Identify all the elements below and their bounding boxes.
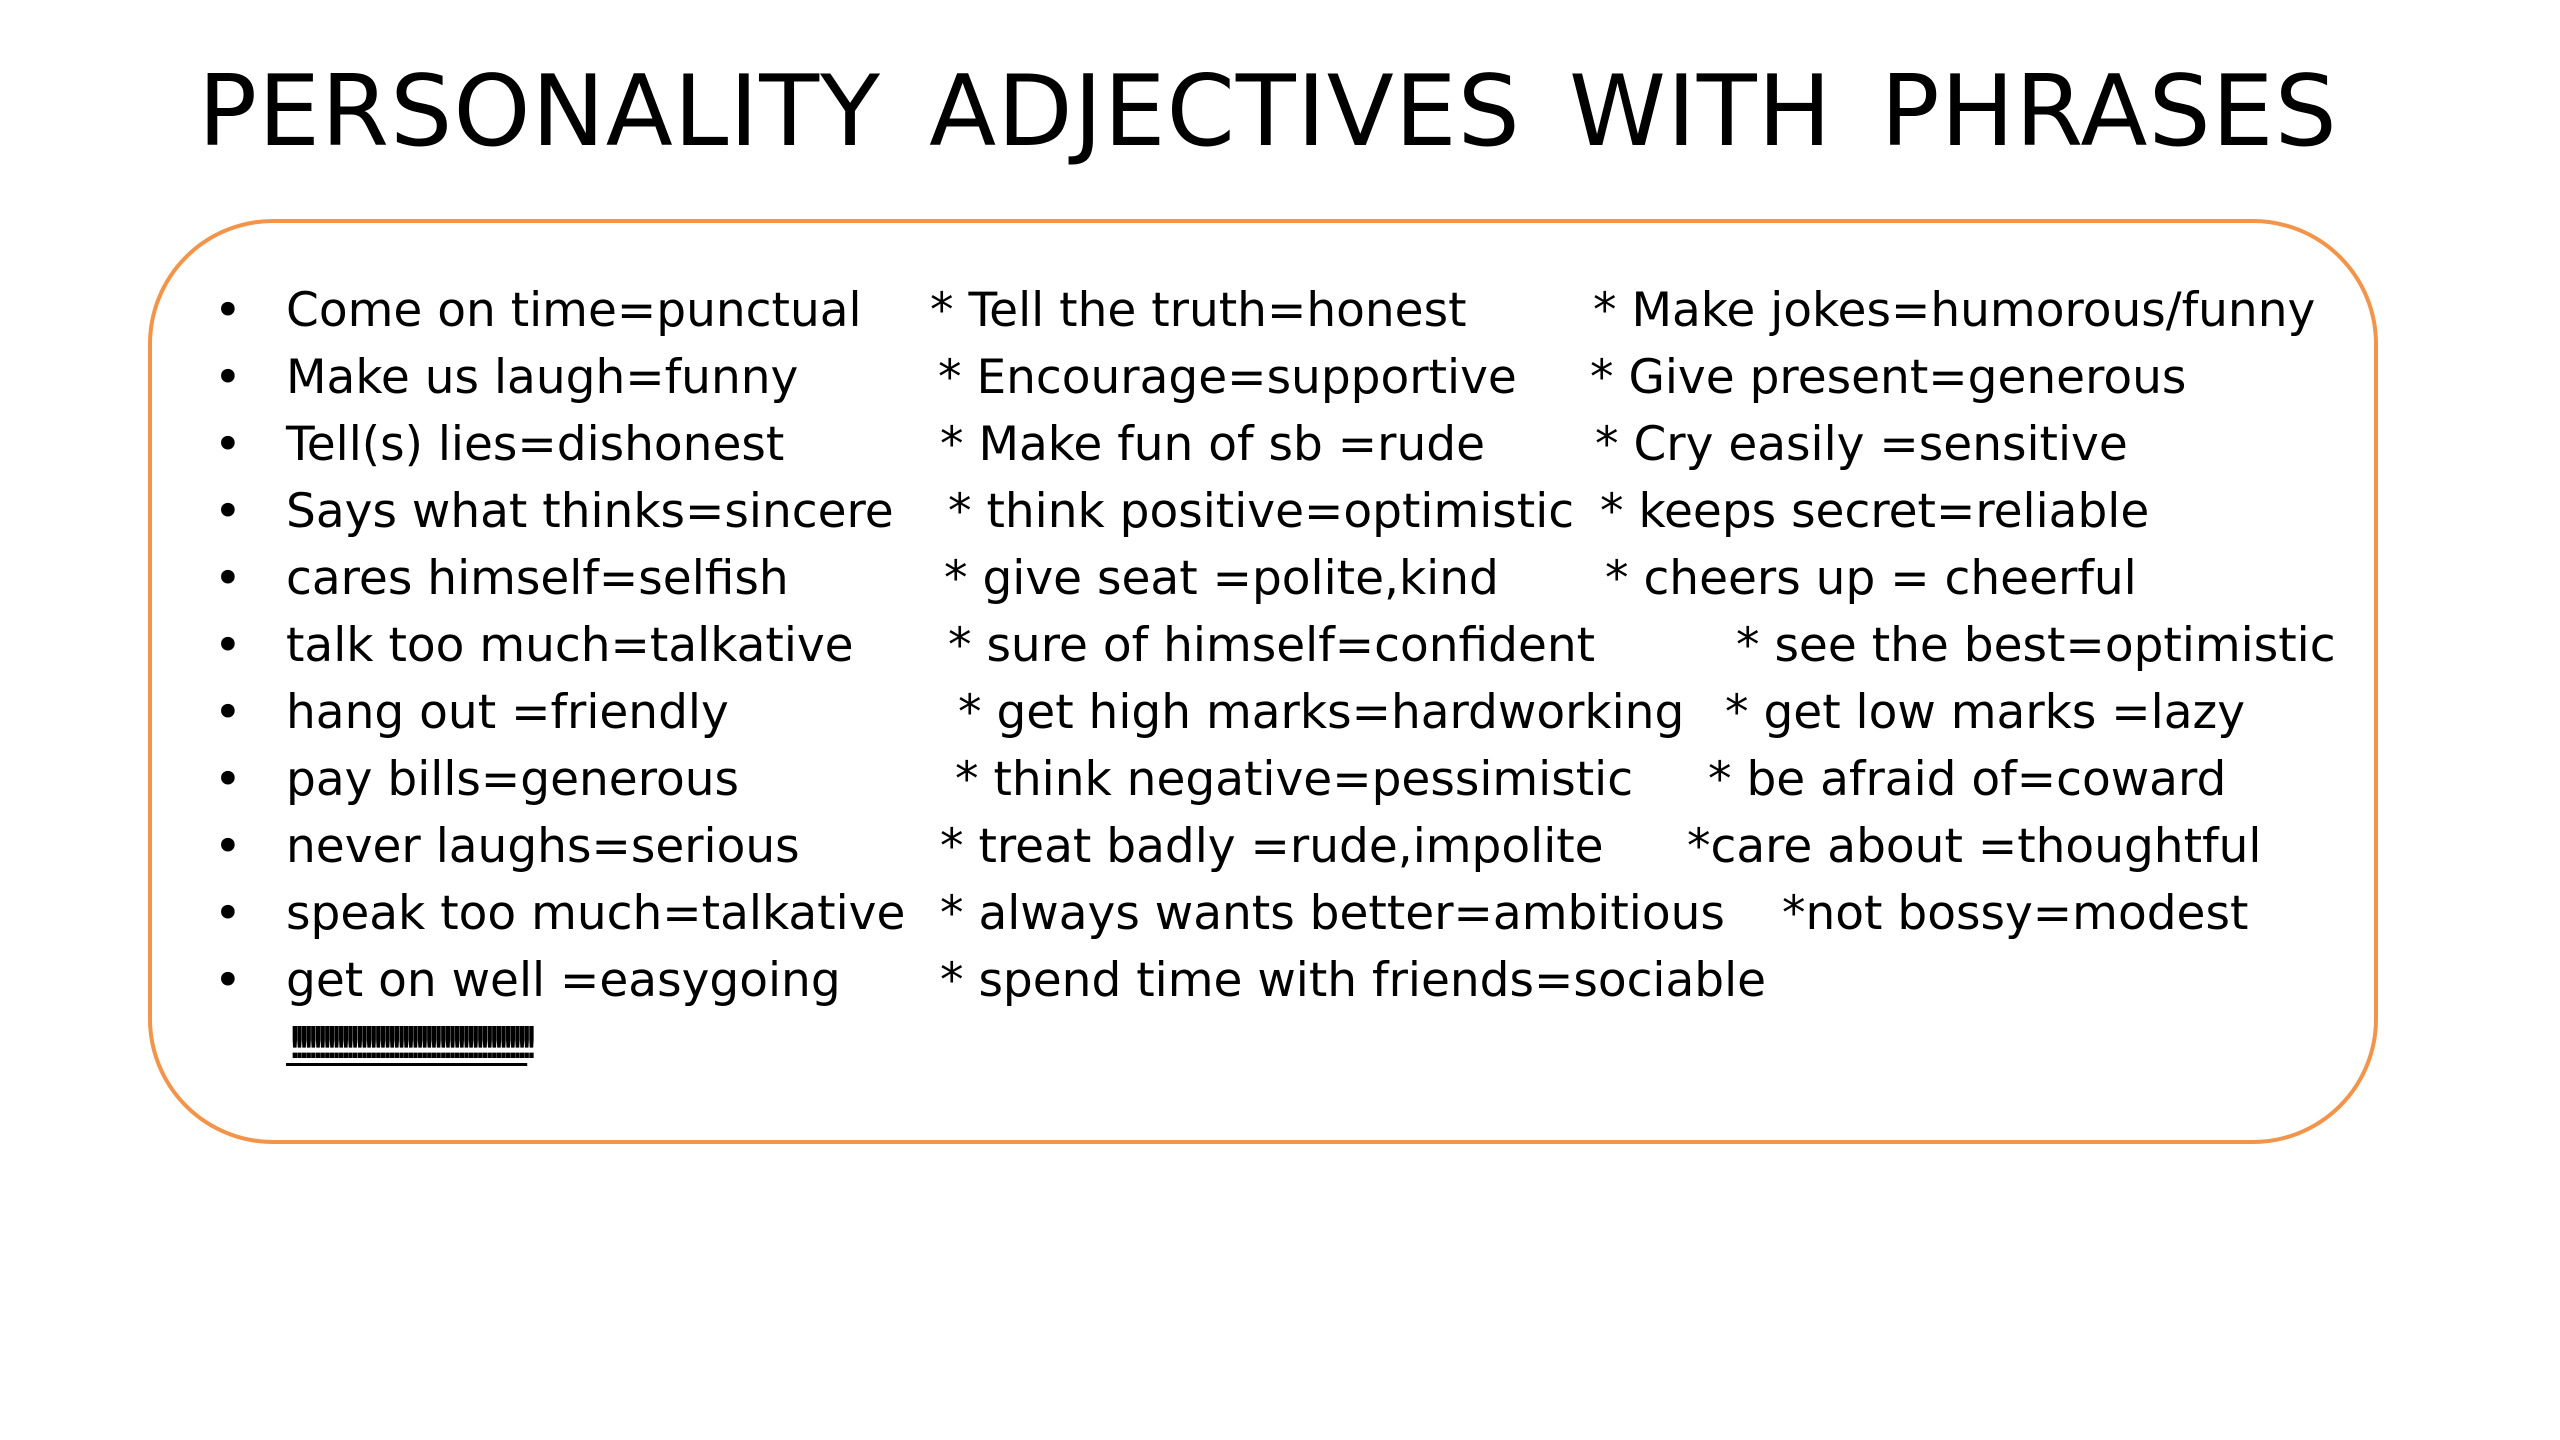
- list-item: [0, 278, 2560, 344]
- list-item: [0, 412, 2560, 478]
- phrase-col2: * Encourage=supportive: [938, 350, 1517, 405]
- bullet-icon: •: [214, 618, 242, 673]
- phrase-col2: * treat badly =rude,impolite: [940, 819, 1604, 874]
- phrase-col2: * spend time with friends=sociable: [940, 953, 1767, 1008]
- phrase-col1: pay bills=generous: [286, 752, 740, 807]
- bullet-icon: •: [214, 484, 242, 539]
- phrase-col2: * sure of himself=confident: [948, 618, 1596, 673]
- phrase-col3: *not bossy=modest: [1782, 886, 2249, 941]
- phrase-col1: cares himself=selfish: [286, 551, 789, 606]
- phrase-col1: hang out =friendly: [286, 685, 729, 740]
- bullet-icon: •: [214, 953, 242, 1008]
- list-item: [0, 948, 2560, 1014]
- phrase-col3: * keeps secret=reliable: [1600, 484, 2150, 539]
- phrase-col3: * see the best=optimistic: [1736, 618, 2336, 673]
- phrase-col3: *care about =thoughtful: [1687, 819, 2262, 874]
- phrase-col3: * Give present=generous: [1590, 350, 2187, 405]
- phrase-col3: * cheers up = cheerful: [1605, 551, 2137, 606]
- phrase-col2: * get high marks=hardworking: [958, 685, 1685, 740]
- bullet-icon: •: [214, 551, 242, 606]
- slide-title: PERSONALITY ADJECTIVES WITH PHRASES: [198, 55, 2338, 169]
- phrase-col2: * always wants better=ambitious: [940, 886, 1725, 941]
- list-item: [0, 546, 2560, 612]
- list-item: [0, 747, 2560, 813]
- exclamation-line: !!!!!!!!!!!!!!!!!!!!!!!!!!!!!!!!!!!!!!!!!!!!!!!!!!!!: [286, 1018, 528, 1069]
- bullet-icon: •: [214, 417, 242, 472]
- bullet-icon: •: [214, 886, 242, 941]
- bullet-icon: •: [214, 283, 242, 338]
- phrase-col2: * Tell the truth=honest: [930, 283, 1467, 338]
- phrase-col3: * get low marks =lazy: [1725, 685, 2246, 740]
- bullet-icon: •: [214, 350, 242, 405]
- list-item: [0, 613, 2560, 679]
- bullet-icon: •: [214, 752, 242, 807]
- phrase-col2: * think positive=optimistic: [948, 484, 1575, 539]
- list-item: [0, 345, 2560, 411]
- phrase-col1: speak too much=talkative: [286, 886, 906, 941]
- phrase-col2: * think negative=pessimistic: [955, 752, 1634, 807]
- phrase-col1: Come on time=punctual: [286, 283, 862, 338]
- list-item: [0, 814, 2560, 880]
- phrase-col1: Make us laugh=funny: [286, 350, 799, 405]
- phrase-col2: * Make fun of sb =rude: [940, 417, 1485, 472]
- phrase-col1: Tell(s) lies=dishonest: [286, 417, 785, 472]
- bullet-icon: •: [214, 819, 242, 874]
- phrase-col3: * be afraid of=coward: [1708, 752, 2227, 807]
- phrase-col1: get on well =easygoing: [286, 953, 841, 1008]
- phrase-col2: * give seat =polite,kind: [944, 551, 1499, 606]
- phrase-col1: never laughs=serious: [286, 819, 800, 874]
- phrase-col3: * Make jokes=humorous/funny: [1593, 283, 2316, 338]
- list-item: [0, 479, 2560, 545]
- list-item: [0, 881, 2560, 947]
- list-item: [0, 680, 2560, 746]
- phrase-col1: Says what thinks=sincere: [286, 484, 894, 539]
- bullet-icon: •: [214, 685, 242, 740]
- phrase-col3: * Cry easily =sensitive: [1595, 417, 2128, 472]
- phrase-col1: talk too much=talkative: [286, 618, 854, 673]
